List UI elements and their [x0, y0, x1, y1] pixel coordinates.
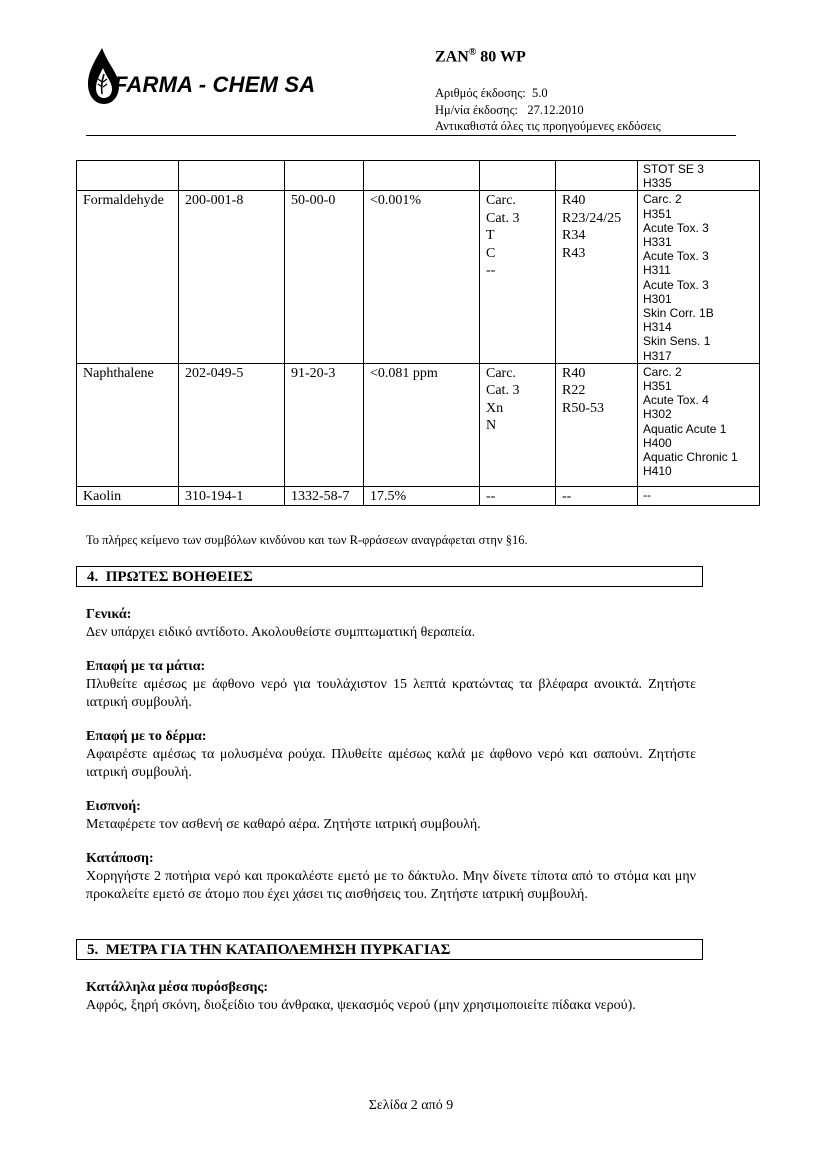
- subsection: [86, 798, 696, 834]
- cell-line: R34: [562, 228, 586, 244]
- subsection-text: Χορηγήστε 2 ποτήρια νερό και προκαλέστε εμετό με το δάκτυλο. Μην δίνετε τίποτα από το στόμα και μην προκαλείτε εμετό σε άτομο που έχει χάσει τις αισθήσεις του. Ζητήστε ιατρική συμβουλή.: [86, 869, 696, 902]
- table-cell-ec: [179, 161, 285, 191]
- replaces-line: Αντικαθιστά όλες τις προηγούμενες εκδόσεις: [435, 119, 661, 133]
- table-cell-dsd: [480, 486, 556, 506]
- subsection: [86, 850, 696, 904]
- cell-line: R22: [562, 383, 586, 399]
- cell-line: R43: [562, 245, 586, 261]
- section-5-heading: 5. ΜΕΤΡΑ ΓΙΑ ΤΗΝ ΚΑΤΑΠΟΛΕΜΗΣΗ ΠΥΡΚΑΓΙΑΣ: [76, 939, 703, 960]
- cell-line: C: [486, 245, 496, 261]
- table-cell-conc: <0.081 ppm: [364, 363, 480, 486]
- table-cell-name: Naphthalene: [77, 363, 179, 486]
- cell-line: --: [486, 263, 496, 279]
- subsection-text: Μεταφέρετε τον ασθενή σε καθαρό αέρα. Ζητήστε ιατρική συμβουλή.: [86, 817, 481, 832]
- cell-line: H311: [643, 263, 671, 278]
- product-name: ZAN® 80 WP: [435, 47, 526, 66]
- subsection-title: Κατάποση:: [86, 851, 154, 866]
- table-cell-conc: <0.001%: [364, 191, 480, 363]
- cell-line: H314: [643, 320, 672, 335]
- table-cell-h: [638, 161, 760, 191]
- cell-line: H301: [643, 291, 672, 306]
- table-cell-conc: [364, 161, 480, 191]
- table-cell-r: [556, 486, 638, 506]
- cell-line: H335: [643, 176, 672, 191]
- date-line: Ημ/νία έκδοσης: 27.12.2010: [435, 103, 584, 117]
- section-4-heading: 4. ΠΡΩΤΕΣ ΒΟΗΘΕΙΕΣ: [76, 566, 703, 587]
- cell-line: Aquatic Chronic 1: [643, 450, 738, 465]
- table-cell-name: Kaolin: [77, 486, 179, 506]
- cell-line: --: [562, 488, 572, 504]
- table-cell-dsd: [480, 363, 556, 486]
- subsection-text: Πλυθείτε αμέσως με άφθονο νερό για τουλάχιστον 15 λεπτά κρατώντας τα βλέφαρα ανοικτά. Ζητήστε ιατρική συμβουλή.: [86, 677, 696, 710]
- table-row: [77, 363, 760, 486]
- table-cell-r: [556, 363, 638, 486]
- cell-line: R50-53: [562, 400, 604, 416]
- company-logo: [86, 46, 336, 108]
- edition-line: Αριθμός έκδοσης: 5.0: [435, 86, 548, 100]
- hazard-note: Το πλήρες κείμενο των συμβόλων κινδύνου και των R-φράσεων αναγράφεται στην §16.: [86, 533, 528, 547]
- table-cell-h: [638, 191, 760, 363]
- cell-line: H351: [643, 379, 672, 394]
- table-cell-name: Formaldehyde: [77, 191, 179, 363]
- table-cell-dsd: [480, 191, 556, 363]
- cell-line: Acute Tox. 4: [643, 393, 709, 408]
- subsection-title: Επαφή με τα μάτια:: [86, 659, 206, 674]
- cell-line: N: [486, 418, 497, 434]
- table-cell-cas: 91-20-3: [285, 363, 364, 486]
- subsection-text: Αφρός, ξηρή σκόνη, διοξείδιο του άνθρακα, ψεκασμός νερού (μην χρησιμοποιείτε πίδακα νερού).: [86, 998, 636, 1013]
- table-cell-r: [556, 161, 638, 191]
- cell-line: Acute Tox. 3: [643, 249, 709, 264]
- cell-line: H351: [643, 206, 672, 221]
- cell-line: R40: [562, 193, 586, 209]
- header-divider: [86, 135, 736, 136]
- cell-line: H317: [643, 348, 672, 363]
- cell-line: Acute Tox. 3: [643, 220, 709, 235]
- cell-line: Carc.: [486, 365, 516, 381]
- table-cell-ec: 202-049-5: [179, 363, 285, 486]
- cell-line: R23/24/25: [562, 210, 622, 226]
- table-cell-conc: 17.5%: [364, 486, 480, 506]
- table-cell-cas: 50-00-0: [285, 191, 364, 363]
- cell-line: --: [486, 488, 496, 504]
- cell-line: H400: [643, 435, 672, 450]
- cell-line: --: [643, 487, 651, 502]
- table-cell-r: [556, 191, 638, 363]
- cell-line: Carc. 2: [643, 364, 682, 379]
- table-cell-cas: [285, 161, 364, 191]
- cell-line: Skin Sens. 1: [643, 334, 711, 349]
- subsection-text: Αφαιρέστε αμέσως τα μολυσμένα ρούχα. Πλυθείτε αμέσως καλά με άφθονο νερό και σαπούνι. Ζητήστε ιατρική συμβουλή.: [86, 747, 696, 780]
- table-cell-h: [638, 363, 760, 486]
- subsection: [86, 728, 696, 782]
- table-cell-cas: 1332-58-7: [285, 486, 364, 506]
- subsection: [86, 979, 696, 1015]
- subsection: [86, 606, 696, 642]
- cell-line: H331: [643, 235, 672, 250]
- cell-line: Cat. 3: [486, 383, 520, 399]
- subsection: [86, 658, 696, 712]
- subsection-text: Δεν υπάρχει ειδικό αντίδοτο. Ακολουθείστε συμπτωματική θεραπεία.: [86, 625, 476, 640]
- composition-table: [76, 160, 760, 506]
- cell-line: H410: [643, 464, 672, 479]
- cell-line: Aquatic Acute 1: [643, 421, 727, 436]
- table-row: [77, 191, 760, 363]
- subsection-title: Επαφή με το δέρμα:: [86, 729, 207, 744]
- cell-line: Acute Tox. 3: [643, 277, 709, 292]
- cell-line: T: [486, 228, 495, 244]
- table-cell-ec: 310-194-1: [179, 486, 285, 506]
- table-row: [77, 161, 760, 191]
- subsection-title: Εισπνοή:: [86, 799, 141, 814]
- table-cell-h: [638, 486, 760, 506]
- cell-line: Skin Corr. 1B: [643, 306, 714, 321]
- cell-line: STOT SE 3: [643, 162, 704, 176]
- subsection-title: Γενικά:: [86, 607, 132, 622]
- cell-line: R40: [562, 365, 586, 381]
- cell-line: Cat. 3: [486, 210, 520, 226]
- company-name: FARMA - CHEM SA: [114, 72, 316, 97]
- table-cell-ec: 200-001-8: [179, 191, 285, 363]
- page-number: Σελίδα 2 από 9: [368, 1098, 454, 1113]
- cell-line: H302: [643, 407, 672, 422]
- table-row: [77, 486, 760, 506]
- subsection-title: Κατάλληλα μέσα πυρόσβεσης:: [86, 980, 268, 995]
- cell-line: Carc. 2: [643, 192, 682, 207]
- table-cell-dsd: [480, 161, 556, 191]
- cell-line: Carc.: [486, 193, 516, 209]
- table-cell-name: [77, 161, 179, 191]
- cell-line: Xn: [486, 400, 504, 416]
